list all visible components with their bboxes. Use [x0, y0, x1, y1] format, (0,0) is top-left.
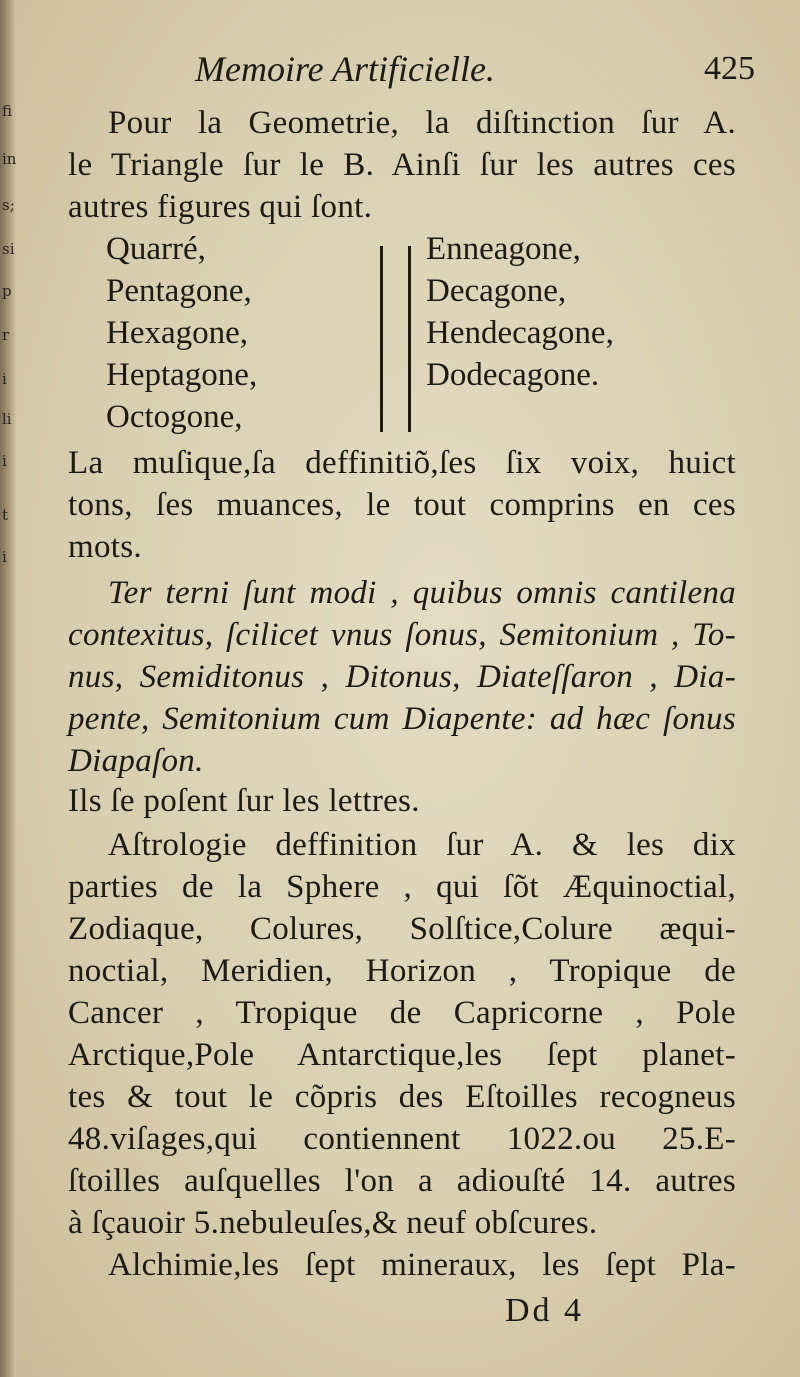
gutter-fragment: p: [2, 282, 12, 300]
music-paragraph: [68, 442, 736, 568]
text-line: tes & tout le cõpris des Eſtoilles recogneus: [68, 1079, 736, 1115]
text-line: le Triangle ſur le B. Ainſi ſur les autres ces: [68, 147, 736, 183]
text-line: ſtoilles auſquelles l'on a adiouſté 14. autres: [68, 1163, 736, 1199]
figure-name: Enneagone,: [426, 231, 581, 267]
text-line: noctial, Meridien, Horizon , Tropique de: [68, 953, 736, 989]
text-line: tons, ſes muances, le tout comprins en ces: [68, 487, 736, 523]
figure-name: Dodecagone.: [426, 357, 600, 393]
figures-left-column: [106, 228, 257, 438]
figures-list: [68, 228, 736, 438]
gutter-fragment: s;: [2, 196, 15, 214]
figure-name: Quarré,: [106, 231, 206, 267]
gutter-fragment: i: [2, 548, 7, 566]
figure-name: Hexagone,: [106, 315, 249, 351]
figure-name: Decagone,: [426, 273, 567, 309]
latin-quotation: [68, 572, 736, 782]
column-rule: [380, 246, 383, 432]
running-header: [195, 48, 755, 100]
text-line: La muſique,ſa deffinitiõ,ſes ſix voix, huict: [68, 445, 736, 481]
text-line: pente, Semitonium cum Diapente: ad hæc ſonus: [68, 701, 736, 737]
intro-paragraph: [68, 102, 736, 228]
gutter-fragment: in: [2, 150, 17, 168]
figure-name: Pentagone,: [106, 273, 252, 309]
text-line: autres figures qui ſont.: [68, 189, 373, 225]
text-line: Pour la Geometrie, la diſtinction ſur A.: [108, 105, 736, 141]
text-line: Ter terni ſunt modi , quibus omnis cantilena: [108, 575, 736, 611]
column-rule: [408, 246, 411, 432]
text-line: Ils ſe poſent ſur les lettres.: [68, 783, 420, 819]
text-line: Arctique,Pole Antarctique,les ſept planet-: [68, 1037, 736, 1073]
gutter-fragment: t: [2, 506, 9, 524]
text-line: Cancer , Tropique de Capricorne , Pole: [68, 995, 736, 1031]
text-line: 48.viſages,qui contiennent 1022.ou 25.E-: [68, 1121, 736, 1157]
text-line: contexitus, ſcilicet vnus ſonus, Semitonium , To-: [68, 617, 736, 653]
page-number: 425: [704, 50, 755, 87]
signature-mark: Dd 4: [505, 1292, 585, 1329]
gutter-fragment: r: [2, 326, 10, 344]
text-line: Aſtrologie deffinition ſur A. & les dix: [108, 827, 736, 863]
text-line: Zodiaque, Colures, Solſtice,Colure æqui-: [68, 911, 736, 947]
running-title: Memoire Artificielle.: [195, 49, 495, 89]
text-line: Diapaſon.: [68, 743, 204, 779]
text-line: parties de la Sphere , qui ſõt Æquinoctial,: [68, 869, 736, 905]
gutter-fragment: i: [2, 370, 7, 388]
letters-line: [68, 780, 736, 822]
gutter-fragment: li: [2, 410, 12, 428]
figure-name: Octogone,: [106, 399, 243, 435]
gutter-fragment: i: [2, 452, 7, 470]
text-line: nus, Semiditonus , Ditonus, Diateſſaron , Dia-: [68, 659, 736, 695]
text-line: mots.: [68, 529, 142, 565]
gutter-fragment: si: [2, 240, 15, 258]
figure-name: Hendecagone,: [426, 315, 614, 351]
text-line: à ſçauoir 5.nebuleuſes,& neuf obſcures.: [68, 1205, 598, 1241]
figure-name: Heptagone,: [106, 357, 258, 393]
gutter-fragment: fi: [2, 102, 13, 120]
figures-right-column: [426, 228, 614, 396]
adjacent-page-edge: [0, 0, 16, 1377]
astrology-paragraph: [68, 824, 736, 1286]
text-line: Alchimie,les ſept mineraux, les ſept Pla-: [108, 1247, 736, 1283]
